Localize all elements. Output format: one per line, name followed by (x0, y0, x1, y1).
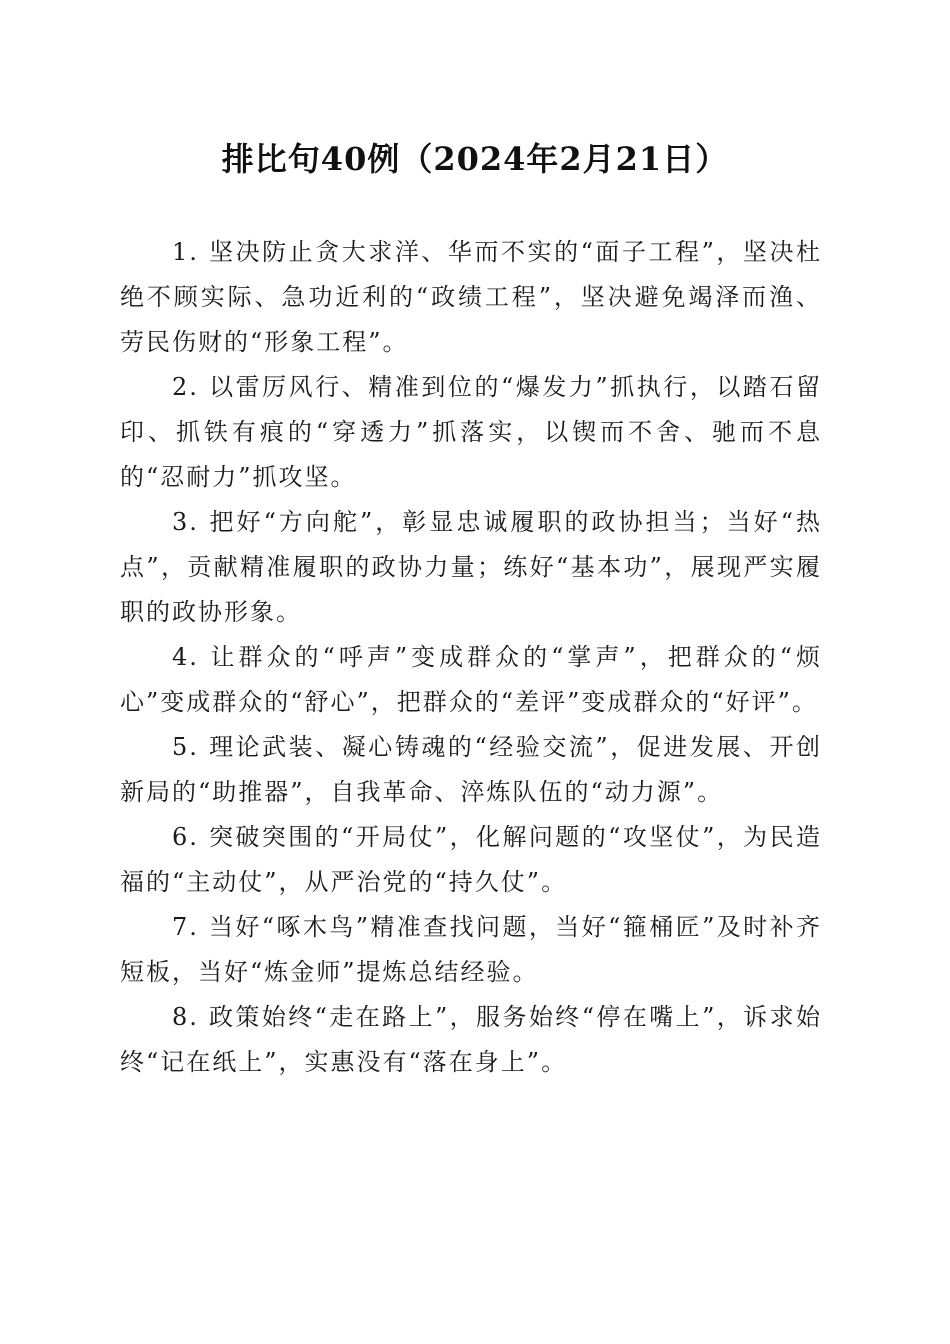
list-item-7: 7. 当好“啄木鸟”精准查找问题，当好“箍桶匠”及时补齐短板，当好“炼金师”提炼总结经验。 (120, 913, 822, 986)
list-item-4: 4. 让群众的“呼声”变成群众的“掌声”，把群众的“烦心”变成群众的“舒心”，把群众的“差评”变成群众的“好评”。 (120, 643, 822, 716)
list-item-1: 1. 坚决防止贪大求洋、华而不实的“面子工程”，坚决杜绝不顾实际、急功近利的“政绩工程”，坚决避免竭泽而渔、劳民伤财的“形象工程”。 (120, 238, 822, 356)
list-item-8: 8. 政策始终“走在路上”，服务始终“停在嘴上”，诉求始终“记在纸上”，实惠没有“落在身上”。 (120, 1003, 822, 1076)
list-item-3: 3. 把好“方向舵”，彰显忠诚履职的政协担当；当好“热点”，贡献精准履职的政协力量；练好“基本功”，展现严实履职的政协形象。 (120, 508, 822, 626)
list-item-6: 6. 突破突围的“开局仗”，化解问题的“攻坚仗”，为民造福的“主动仗”，从严治党的“持久仗”。 (120, 823, 822, 896)
document-title: 排比句40例（2024年2月21日） (221, 140, 729, 178)
list-item-5: 5. 理论武装、凝心铸魂的“经验交流”，促进发展、开创新局的“助推器”，自我革命、淬炼队伍的“动力源”。 (120, 733, 822, 806)
document-body (120, 230, 822, 1085)
list-item-2: 2. 以雷厉风行、精准到位的“爆发力”抓执行，以踏石留印、抓铁有痕的“穿透力”抓落实，以锲而不舍、驰而不息的“忍耐力”抓攻坚。 (120, 373, 822, 491)
